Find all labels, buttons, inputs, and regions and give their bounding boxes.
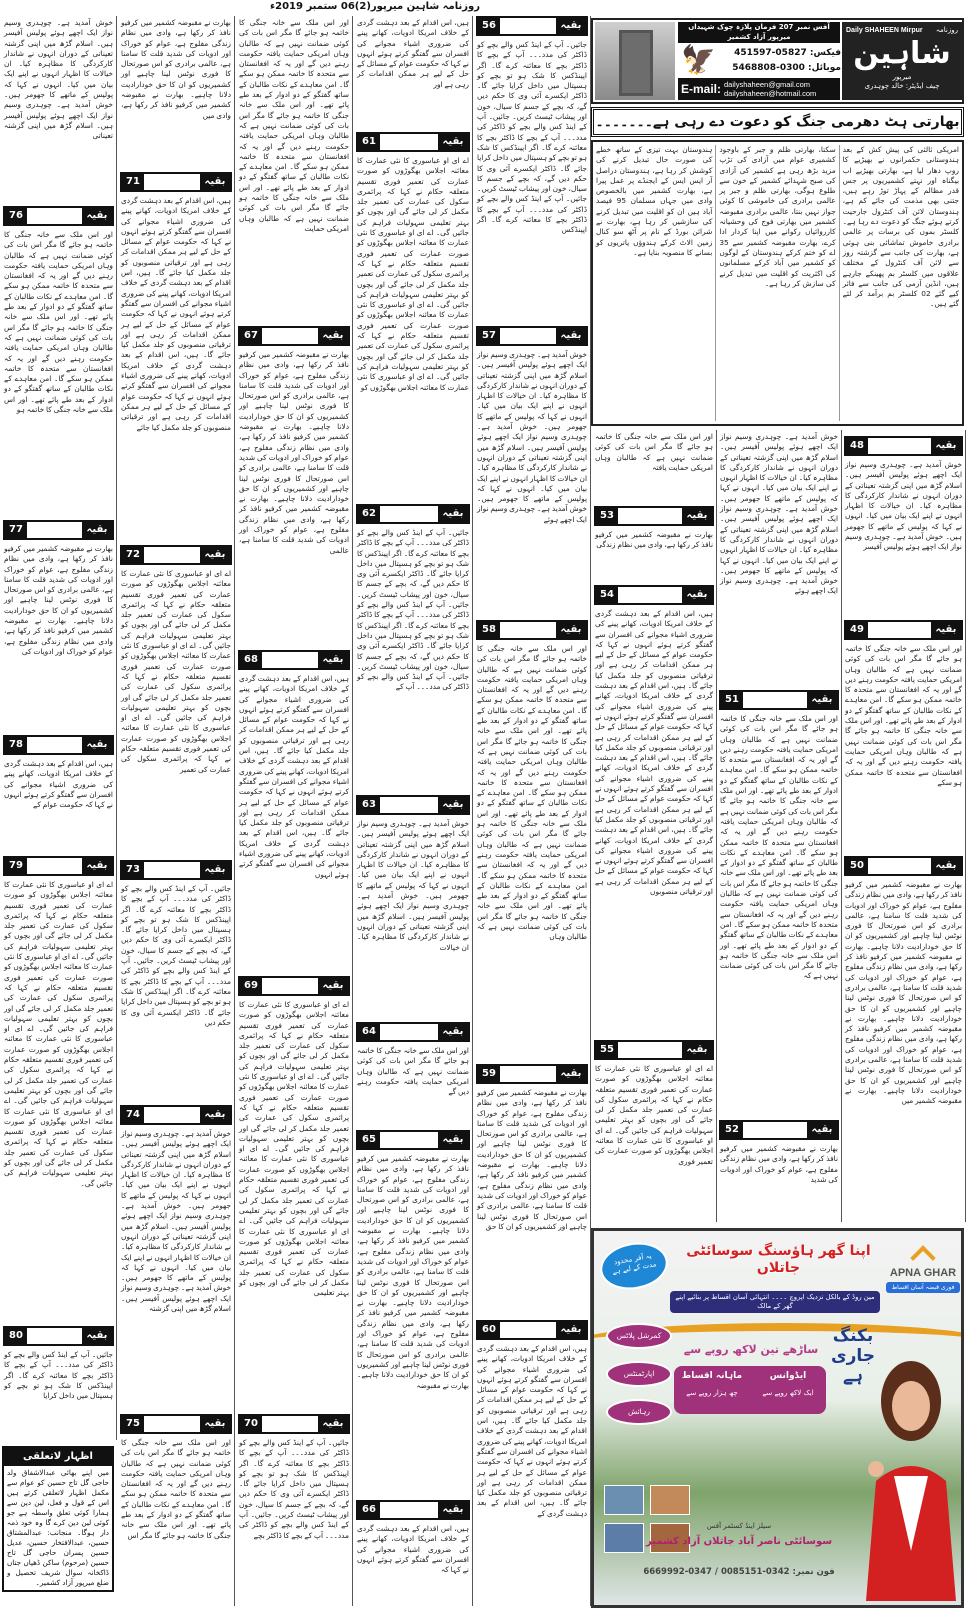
notice-text: میں اپنے بھائی عبدالاشفاق ولد حاجی گل تاج حسین کو عوام سے مکمل اظہار لاتعلقی کرتے ہیں اس کے قول و فعل، لین دین سے ہمارا کوئی تعلق واسطہ ہے جو کوئی لین دین کرے گا وہ خود ذمہ دار ہوگا۔ منجانب: عبدالمشتاق حسین، عبدالافتخار حسین، عدیل حسین پسران حاجی گل تاج حسین (مرحوم) ساکن ڈھیاں جتاں ڈاکخانہ سوال شریف تحصیل و ضلع میرپور آزاد کشمیر۔ [7,1468,109,1587]
installment-label: ماہانہ اقساط [681,1371,743,1381]
continuation-number: 49 [846,622,868,638]
continuation-number: 79 [5,858,27,874]
continuation-marker [238,650,350,670]
continuation-number: 65 [358,1132,380,1148]
payment-plan [674,1366,826,1414]
continuation-number: 58 [478,622,500,638]
column-text: بھارت نے مقبوضہ کشمیر میں کرفیو نافذ کر رکھا ہے، وادی میں نظام زندگی مفلوج ہے، عوام کو خوراک اور ادویات کی شدید قلت کا سامنا ہے، عالمی برادری کو اس صورتحال کا فوری نوٹس لینا چاہیے اور کشمیریوں کو ان کا حق خودارادیت دلانا چاہیے۔ بھارت نے مقبوضہ کشمیر میں کرفیو نافذ کر رکھا ہے، وادی میں نظام زندگی مفلوج ہے، عوام کو خوراک اور ادویات کی شدید قلت کا سامنا ہے، عالمی برادری کو اس صورتحال کا فوری نوٹس لینا چاہیے اور کشمیریوں کو ان کا حق خودارادیت دلانا چاہیے۔ بھارت نے مقبوضہ کشمیر میں کرفیو نافذ کر رکھا ہے، وادی میں نظام زندگی مفلوج ہے، عوام کو خوراک اور ادویات کی شدید قلت کا سامنا ہے، عالمی برادری کو اس صورتحال کا فوری نوٹس لینا چاہیے اور کشمیریوں کو ان کا حق خودارادیت دلانا چاہیے۔ بھارت نے مقبوضہ [357,1154,469,1390]
column-text: جائیں۔ آپ کے اینڈ کس والے بچے کو ڈاکٹر کی مدد۔۔۔ آپ کے بچے کا ڈاکٹر بچے کا معائنہ کرے گا۔ اگر اپینڈکس کا شک ہو تو بچے کو ہسپتال میں داخل کرایا [4,1350,113,1401]
continuation-label: بقیہ [556,1066,586,1082]
apna-ghar-logo [886,1243,960,1293]
ad-subtitle: مین روڈ کے بالکل نزدیک اپروچ ۔۔۔۔ انتہائی آسان اقساط پر بنائیے اپنے گھر کے مالک [670,1291,880,1313]
continuation-marker [3,735,114,755]
column-text: اے ای او عباسوری کا نئی عمارت کا معائنہ اجلاس بھگوڑوں کو صورت عمارت کی تعمیر فوری تقسیم متعلقہ حکام نے کہا کہ پرائمری سکول کی عمارت کی تعمیر جلد مکمل کر لی جائے گی اور بچوں کو بہتر تعلیمی سہولیات فراہم کی جائیں گی۔ اے ای او عباسوری کا نئی عمارت کا معائنہ اجلاس بھگوڑوں کو صورت عمارت کی تعمیر فوری تقسیم متعلقہ حکام نے کہا کہ پرائمری سکول کی عمارت کی تعمیر جلد مکمل کر لی جائے گی اور بچوں کو بہتر تعلیمی سہولیات فراہم کی جائیں گی۔ اے ای او عباسوری کا نئی عمارت کا معائنہ اجلاس بھگوڑوں کو صورت عمارت کی تعمیر فوری تقسیم متعلقہ حکام نے کہا کہ پرائمری سکول کی عمارت کی تعمیر جلد مکمل کر لی جائے گی اور بچوں کو بہتر تعلیمی سہولیات فراہم کی جائیں گی۔ اے ای او عباسوری کا نئی عمارت کا معائنہ اجلاس بھگوڑوں کو [357,156,469,392]
continuation-label: بقیہ [318,652,348,668]
continuation-label: بقیہ [438,1132,468,1148]
continuation-marker [476,1064,588,1084]
continuation-marker [3,520,114,540]
eagle-icon: 🦅 [681,43,716,76]
continuation-number: 69 [240,978,262,994]
category-residential: رہائش [606,1399,672,1425]
society-name: سوسائٹی ناصر آباد جاتلاں آزاد کشمیر [645,1536,833,1547]
notice-title: اظہار لاتعلقی [4,1448,112,1466]
column-rule [116,16,117,1440]
column-text: ہیں، اس اقدام کے بعد دہشت گردی کے خلاف امریکا ادویات، کھانے پینے کی ضروری اشیاء مجوانے کی افسران سے گفتگو کرتے ہوئے انہوں نے کہا کہ حکومت عوام کے مسائل کے حل کے لیے ہر ممکن اقدامات کر رہی ہے اور ترقیاتی منصوبوں کو جلد مکمل کیا جائے گا۔ ہیں، اس اقدام کے بعد دہشت گردی کے خلاف امریکا ادویات، کھانے پینے کی ضروری اشیاء مجوانے کی افسران سے گفتگو کرتے ہوئے انہوں نے کہا کہ حکومت عوام کے مسائل کے حل کے لیے ہر ممکن اقدامات کر رہی ہے اور ترقیاتی منصوبوں کو جلد مکمل کیا جائے گا۔ ہیں، اس اقدام کے بعد دہشت گردی کے خلاف امریکا ادویات، کھانے پینے کی ضروری اشیاء مجوانے کی افسران سے گفتگو کرتے ہوئے انہوں نے کہا کہ حکومت عوام کے مسائل کے حل کے لیے ہر ممکن اقدامات کر رہی ہے اور ترقیاتی منصوبوں کو جلد مکمل کیا جائے [121,196,231,432]
office-address: آفس نمبر 207 فرمان پلازہ چوک شہیداں میرپور آزاد کشمیر [678,22,840,43]
column-text: اے ای او عباسوری کا نئی عمارت کا معائنہ اجلاس بھگوڑوں کو صورت عمارت کی تعمیر فوری تقسیم متعلقہ حکام نے کہا کہ پرائمری سکول کی عمارت کی تعمیر جلد مکمل کر لی جائے گی اور بچوں کو بہتر تعلیمی سہولیات فراہم کی جائیں گی۔ اے ای او عباسوری کا نئی عمارت کا معائنہ اجلاس بھگوڑوں کو صورت عمارت کی تعمیر فوری [595,1064,713,1166]
continuation-marker [476,326,588,346]
continuation-marker [238,326,350,346]
continuation-number: 51 [721,692,743,708]
housing-society-ad[interactable] [591,1228,964,1608]
continuation-number: 72 [122,547,144,563]
limited-offer-badge: یہ آفر محدود مدت کے لیے ہے [597,1237,672,1294]
continuation-marker [594,1040,714,1060]
column-text: بھارت نے مقبوضہ کشمیر میں کرفیو نافذ کر رکھا ہے، وادی میں نظام زندگی مفلوج ہے، عوام کو خوراک اور ادویات کی شدید قلت کا سامنا ہے، عالمی برادری کو اس صورتحال کا فوری نوٹس لینا چاہیے اور کشمیریوں کو ان کا حق خودارادیت دلانا چاہیے۔ بھارت نے مقبوضہ کشمیر میں کرفیو نافذ کر رکھا ہے، وادی میں [121,18,231,120]
continuation-number: 60 [478,1322,500,1338]
installment-value: چھ ہزار روپے سے [686,1389,738,1397]
continuation-label: بقیہ [438,797,468,813]
continuation-number: 53 [596,508,618,524]
continuation-marker [594,585,714,605]
column-text: جائیں۔ آپ کے اینڈ کس والے بچے کو ڈاکٹر کی مدد۔۔۔ آپ کے بچے کا ڈاکٹر بچے کا معائنہ کرے گا۔ اگر اپینڈکس کا شک ہو تو بچے کو ہسپتال میں داخل کرایا جائے گا۔ ڈاکٹر ایکسرے آئی وی کا حکم دیں گے، کہ بچے کے جسم کا سیال، خون اور پیشاب ٹیسٹ کریں۔ جائیں۔ آپ کے اینڈ کس والے بچے کو ڈاکٹر کی مدد۔۔۔ آپ کے بچے کا ڈاکٹر بچے کا معائنہ کرے گا۔ اگر اپینڈکس کا شک ہو تو بچے کو ہسپتال میں داخل کرایا جائے گا۔ ڈاکٹر ایکسرے آئی وی کا حکم دیں گے، کہ بچے کے جسم کا سیال، خون اور پیشاب ٹیسٹ کریں۔ جائیں۔ آپ کے اینڈ کس والے بچے کو ڈاکٹر کی مدد۔۔۔ آپ کے بچے کا ڈاکٹر بچے کا معائنہ کرے گا۔ اگر اپینڈکس [477,40,587,235]
continuation-marker [120,172,232,192]
column-text: بھارت نے مقبوضہ کشمیر میں کرفیو نافذ کر رکھا ہے، وادی میں نظام زندگی [595,530,713,550]
continuation-label: بقیہ [200,1416,230,1432]
continuation-marker [844,620,963,640]
column-text: جائیں۔ آپ کے اینڈ کس والے بچے کو ڈاکٹر کی مدد۔۔۔ آپ کے بچے کا ڈاکٹر بچے کا معائنہ کرے گا۔ اگر اپینڈکس کا شک ہو تو بچے کو ہسپتال میں داخل کرایا جائے گا۔ ڈاکٹر ایکسرے آئی وی کا حکم دیں گے، کہ بچے کے جسم کا سیال، خون اور پیشاب ٹیسٹ کریں۔ جائیں۔ آپ کے اینڈ کس والے بچے کو ڈاکٹر کی مدد۔۔۔ آپ کے بچے کا ڈاکٹر بچے کا معائنہ کرے گا۔ اگر اپینڈکس کا شک ہو تو بچے کو ہسپتال میں داخل کرایا جائے گا۔ ڈاکٹر ایکسرے آئی وی کا حکم دیں [121,884,231,1027]
continuation-label: بقیہ [438,134,468,150]
column-text: اور اس ملک سے خانہ جنگی کا خاتمہ ہو جائے گا مگر اس بات کی کوئی ضمانت نہیں ہے کہ طالبان وہاں امریکی حمایت یافتہ حکومت رہنے دیں گے اور یہ کہ افغانستان سے متحدہ کا خاتمہ ممکن ہو سکے گا۔ امن معاہدے کے نکات طالبان کے ساتھ گفتگو کے دو ادوار کے بعد طے پائے تھے۔ اور اس ملک سے خانہ جنگی کا خاتمہ ہو جائے گا مگر اس بات کی کوئی ضمانت نہیں ہے کہ طالبان وہاں امریکی حمایت یافتہ حکومت رہنے دیں گے اور یہ کہ افغانستان سے متحدہ کا خاتمہ ممکن ہو سکے گا۔ امن معاہدے کے نکات طالبان کے ساتھ گفتگو کے دو ادوار کے بعد طے پائے تھے۔ اور اس ملک سے خانہ جنگی کا خاتمہ ہو جائے گا مگر اس بات کی کوئی ضمانت نہیں ہے کہ طالبان وہاں امریکی حمایت [239,18,349,233]
column-text: اور اس ملک سے خانہ جنگی کا خاتمہ ہو جائے گا مگر اس بات کی کوئی ضمانت نہیں ہے کہ طالبان وہاں امریکی حمایت یافتہ حکومت رہنے دیں گے اور یہ کہ افغانستان سے متحدہ کا خاتمہ ممکن ہو سکے گا۔ امن معاہدے کے نکات طالبان کے ساتھ گفتگو کے دو ادوار کے بعد طے پائے تھے۔ اور اس ملک سے خانہ جنگی کا خاتمہ ہو جائے گا مگر اس بات کی کوئی ضمانت نہیں ہے کہ طالبان وہاں امریکی حمایت یافتہ حکومت رہنے دیں گے اور یہ کہ افغانستان سے متحدہ کا خاتمہ ممکن ہو سکے گا۔ امن معاہدے کے نکات طالبان کے ساتھ گفتگو کے دو ادوار کے بعد طے پائے تھے۔ اور اس ملک سے خانہ جنگی کا خاتمہ ہو [4,230,113,415]
editorial-body [591,140,964,426]
continuation-marker [3,856,114,876]
continuation-number: 57 [478,328,500,344]
editorial-column: امریکی ثالثی کی پیش کش کے بعد ہندوستانی حکمرانوں نے بھیڑیے کا روپ دھار لیا ہے، بھارتی بھیڑیے اب بیگناہ اور نہتے کشمیریوں پر جس قدر مظالم کے پہاڑ توڑ رہے ہیں، جتنی بھی مذمت کی جائے کم ہے، ہندوستان لائن آف کنٹرول جارحیت کرتے ہوئے جنگ کو دعوت دے رہا ہے۔ کلسٹر بموں کی برسات پر عالمی برادری خاموش تماشائی بنی ہوئی ہے، بھارت کی جانب سے گزشتہ روز سے لائن آف کنٹرول کے مختلف علاقوں میں کلسٹر بم پھینکے جارہے ہیں، انڈین آرمی کی جانب سے فائر کیے گئے 02 کلسٹر بم برآمد کر لئے گئے ہیں۔ [839,145,962,421]
continuation-label: بقیہ [556,328,586,344]
continuation-marker [120,1414,232,1434]
column-text: خوش آمدید ہے۔ چوہدری وسیم نواز ایک اچھے ہوئے پولیس آفیسر ہیں۔ اسلام گڑھ میں اپنی گزشتہ تعیناتی کے دوران انہوں نے شاندار کارکردگی کا مظاہرہ کیا۔ ان خیالات کا اظہار انہوں نے اپنے ایک بیان میں کیا۔ انہوں نے کہا کہ پولیس کے ماتھے کا جھومر ہیں۔ خوش آمدید ہے۔ چوہدری وسیم نواز ایک اچھے ہوئے پولیس آفیسر [845,460,962,552]
column-text: ہیں، اس اقدام کے بعد دہشت گردی کے خلاف امریکا ادویات، کھانے پینے کی ضروری اشیاء مجوانے کی افسران سے گفتگو کرتے ہوئے انہوں نے کہا کہ حکومت عوام کے مسائل کے حل کے لیے ہر ممکن اقدامات کر رہی ہے اور [357,18,469,89]
logo-english-name: Daily SHAHEEN Mirpur [846,26,923,34]
column-text: اے ای او عباسوری کا نئی عمارت کا معائنہ اجلاس بھگوڑوں کو صورت عمارت کی تعمیر فوری تقسیم متعلقہ حکام نے کہا کہ پرائمری سکول کی عمارت کی تعمیر جلد مکمل کر لی جائے گی اور بچوں کو بہتر تعلیمی سہولیات فراہم کی جائیں گی۔ اے ای او عباسوری کا نئی عمارت کا معائنہ اجلاس بھگوڑوں کو صورت عمارت کی تعمیر فوری تقسیم متعلقہ حکام نے کہا کہ پرائمری سکول کی عمارت کی تعمیر جلد مکمل کر لی جائے گی اور بچوں کو بہتر تعلیمی سہولیات فراہم کی جائیں گی۔ اے ای او عباسوری کا نئی عمارت کا معائنہ اجلاس بھگوڑوں کو صورت عمارت کی تعمیر فوری تقسیم متعلقہ حکام نے کہا کہ پرائمری سکول کی عمارت کی تعمیر جلد مکمل کر لی جائے گی اور بچوں کو بہتر تعلیمی سہولیات فراہم کی جائیں گی۔ اے ای او عباسوری کا نئی عمارت کا معائنہ اجلاس بھگوڑوں کو صورت عمارت کی تعمیر فوری تقسیم متعلقہ حکام نے کہا کہ پرائمری سکول کی عمارت کی تعمیر جلد مکمل کر لی جائے گی اور بچوں کو بہتر تعلیمی [239,1000,349,1298]
project-photo [650,1485,690,1515]
continuation-label: بقیہ [200,547,230,563]
continuation-label: بقیہ [682,508,712,524]
ad-phone-numbers[interactable]: فون نمبر: 0342-0085151 / 0347-6669992 [643,1567,835,1577]
continuation-number: 68 [240,652,262,668]
chief-editor: چیف ایڈیٹر: خالد چوہدری [864,82,940,90]
continuation-marker [120,1105,232,1125]
continuation-marker [120,860,232,880]
brand-name: APNA GHAR [889,1267,957,1279]
continuation-number: 63 [358,797,380,813]
continuation-number: 62 [358,506,380,522]
masthead [591,18,964,104]
clock-tower-image [619,30,653,96]
continuation-label: بقیہ [82,522,112,538]
continuation-number: 54 [596,587,618,603]
continuation-label: بقیہ [807,1122,837,1138]
mobile-number: موبائل: 0300-5468808 [732,63,841,73]
continuation-number: 50 [846,858,868,874]
continuation-number: 64 [358,1024,380,1040]
column-text: اور اس ملک سے خانہ جنگی کا خاتمہ ہو جائے گا مگر اس بات کی کوئی ضمانت نہیں ہے کہ طالبان وہاں امریکی حمایت یافتہ حکومت رہنے دیں گے اور یہ کہ افغانستان سے متحدہ کا خاتمہ ممکن ہو سکے گا۔ امن معاہدے کے نکات طالبان کے ساتھ گفتگو کے دو ادوار کے بعد طے پائے تھے۔ اور اس ملک سے خانہ جنگی کا خاتمہ ہو جائے گا مگر اس [121,1438,231,1540]
column-text: اور اس ملک سے خانہ جنگی کا خاتمہ ہو جائے گا مگر اس بات کی کوئی ضمانت نہیں ہے کہ طالبان وہاں امریکی حمایت یافتہ حکومت رہنے دیں گے اور یہ کہ افغانستان سے متحدہ کا خاتمہ ممکن ہو سکے گا۔ امن معاہدے کے نکات طالبان کے ساتھ گفتگو کے دو ادوار کے بعد طے پائے تھے۔ اور اس ملک سے خانہ جنگی کا خاتمہ ہو جائے گا مگر اس بات کی کوئی ضمانت نہیں ہے کہ طالبان وہاں امریکی حمایت یافتہ حکومت رہنے دیں گے اور یہ کہ افغانستان سے متحدہ کا خاتمہ ممکن ہو سکے گا۔ امن معاہدے کے نکات طالبان کے ساتھ گفتگو کے دو ادوار کے بعد طے پائے تھے۔ اور اس ملک سے خانہ جنگی کا خاتمہ ہو جائے گا مگر اس بات کی کوئی ضمانت نہیں ہے کہ طالبان وہاں امریکی حمایت یافتہ حکومت رہنے دیں گے اور یہ کہ افغانستان سے متحدہ کا خاتمہ ممکن ہو سکے گا۔ امن معاہدے کے نکات طالبان کے ساتھ گفتگو کے دو ادوار کے بعد طے پائے تھے۔ اور اس ملک سے خانہ جنگی کا خاتمہ ہو جائے گا مگر اس بات کی کوئی ضمانت نہیں ہے کہ طالبان وہاں [477,644,587,942]
continuation-number: 48 [846,438,868,454]
column-text: بھارت نے مقبوضہ کشمیر میں کرفیو نافذ کر رکھا ہے، وادی میں نظام زندگی مفلوج ہے، عوام کو خوراک اور ادویات کی شدید قلت کا سامنا ہے، عالمی برادری کو اس صورتحال کا فوری نوٹس لینا چاہیے اور کشمیریوں کو ان کا حق خودارادیت دلانا چاہیے۔ بھارت نے مقبوضہ کشمیر میں کرفیو نافذ کر رکھا ہے، وادی میں نظام زندگی مفلوج ہے، عوام کو خوراک اور ادویات کی شدید قلت کا سامنا ہے، عالمی برادری کو اس صورتحال کا فوری نوٹس لینا چاہیے اور کشمیریوں کو ان کا حق خودارادیت دلانا چاہیے۔ بھارت نے مقبوضہ کشمیر میں کرفیو نافذ کر رکھا ہے، وادی میں نظام زندگی مفلوج ہے، عوام کو خوراک اور ادویات کی شدید قلت کا سامنا ہے، عالمی [239,350,349,555]
continuation-marker [476,16,588,36]
continuation-number: 71 [122,174,144,190]
continuation-label: بقیہ [82,737,112,753]
continuation-marker [844,436,963,456]
column-text: اے ای او عباسوری کا نئی عمارت کا معائنہ اجلاس بھگوڑوں کو صورت عمارت کی تعمیر فوری تقسیم متعلقہ حکام نے کہا کہ پرائمری سکول کی عمارت کی تعمیر جلد مکمل کر لی جائے گی اور بچوں کو بہتر تعلیمی سہولیات فراہم کی جائیں گی۔ اے ای او عباسوری کا نئی عمارت کا معائنہ اجلاس بھگوڑوں کو صورت عمارت کی تعمیر فوری تقسیم متعلقہ حکام نے کہا کہ پرائمری سکول کی عمارت کی تعمیر جلد مکمل کر لی جائے گی اور بچوں کو بہتر تعلیمی سہولیات فراہم کی جائیں گی۔ اے ای او عباسوری کا نئی عمارت کا معائنہ اجلاس بھگوڑوں کو صورت عمارت کی تعمیر فوری تقسیم متعلقہ حکام نے کہا کہ پرائمری سکول کی عمارت کی تعمیر [121,569,231,774]
email-hotmail[interactable]: dailyshaheen@hotmail.com [724,89,817,98]
column-text: جائیں۔ آپ کے اینڈ کس والے بچے کو ڈاکٹر کی مدد۔۔۔ آپ کے بچے کا ڈاکٹر بچے کا معائنہ کرے گا۔ اگر اپینڈکس کا شک ہو تو بچے کو ہسپتال میں داخل کرایا جائے گا۔ ڈاکٹر ایکسرے آئی وی کا حکم دیں گے، کہ بچے کے جسم کا سیال، خون اور پیشاب ٹیسٹ کریں۔ جائیں۔ آپ کے اینڈ کس والے بچے کو ڈاکٹر کی مدد۔۔۔ آپ کے بچے کا ڈاکٹر بچے [239,1438,349,1540]
continuation-marker [238,1414,350,1434]
editorial-column: سکتا، بھارتی ظلم و جبر کے باوجود کشمیری عوام میں آزادی کی تڑپ مزید بڑھ رہی ہے کشمیر کی آزادی کی صبح شہدائے کشمیر کے خون سے طلوع ہوگی، بھارتی ظلم و جبر پر عالمی برادری کی خاموشی کا کوئی جواز نہیں بنتا، عالمی برادری مقبوضہ کشمیر میں بھارتی فوج کی وحشیانہ کارروائیاں رکوانے میں اپنا کردار ادا کرے، بھارت مقبوضہ کشمیر سے 35 اے کو ختم کرکے ہندوستان کے لوگوں کو کشمیر میں آباد کرکے مسلمانوں کی اکثریت کو اقلیت میں تبدیل کرنے کی سازش کر رہا ہے۔ [715,145,838,421]
continuation-label: بقیہ [318,1416,348,1432]
column-text: خوش آمدید ہے۔ چوہدری وسیم نواز ایک اچھے ہوئے پولیس آفیسر ہیں۔ اسلام گڑھ میں اپنی گزشتہ تعیناتی کے دوران انہوں نے شاندار کارکردگی کا مظاہرہ کیا۔ ان خیالات کا اظہار انہوں نے اپنے ایک بیان میں کیا۔ انہوں نے کہا کہ پولیس کے ماتھے کا جھومر ہیں۔ خوش آمدید ہے۔ چوہدری وسیم نواز ایک اچھے ہوئے پولیس آفیسر ہیں۔ اسلام گڑھ میں اپنی گزشتہ تعیناتی [4,18,113,141]
continuation-label: بقیہ [200,1107,230,1123]
continuation-label: بقیہ [438,1024,468,1040]
newspaper-logo [842,22,962,100]
installment-plan [674,1366,750,1414]
continuation-marker [3,1326,114,1346]
column-text: ہیں، اس اقدام کے بعد دہشت گردی کے خلاف امریکا ادویات، کھانے پینے کی ضروری اشیاء مجوانے کی افسران سے گفتگو کرتے ہوئے انہوں نے کہا کہ حکومت عوام کے مسائل کے حل کے لیے ہر ممکن اقدامات کر رہی ہے اور ترقیاتی منصوبوں کو جلد مکمل کیا جائے گا۔ ہیں، اس اقدام کے بعد دہشت گردی کے خلاف امریکا ادویات، کھانے پینے کی ضروری اشیاء مجوانے کی افسران سے گفتگو کرتے ہوئے انہوں نے کہا کہ حکومت عوام کے مسائل کے حل کے لیے ہر ممکن اقدامات کر رہی ہے اور ترقیاتی منصوبوں کو جلد مکمل کیا جائے گا۔ ہیں، اس اقدام کے بعد دہشت گردی کے [477,1344,587,1518]
continuation-label: بقیہ [931,438,961,454]
column-text: ہیں، اس اقدام کے بعد دہشت گردی کے خلاف امریکا ادویات، کھانے پینے کی ضروری اشیاء مجوانے کی افسران سے گفتگو کرتے ہوئے انہوں نے کہا کہ حکومت عوام کے مسائل کے حل کے لیے ہر ممکن اقدامات کر رہی ہے اور ترقیاتی منصوبوں کو جلد مکمل کیا جائے گا۔ ہیں، اس اقدام کے بعد دہشت گردی کے خلاف امریکا ادویات، کھانے پینے کی ضروری اشیاء مجوانے کی افسران سے گفتگو کرتے ہوئے انہوں نے کہا کہ حکومت عوام کے مسائل کے حل کے لیے ہر ممکن اقدامات کر رہی ہے اور ترقیاتی منصوبوں کو جلد مکمل کیا جائے گا۔ ہیں، اس اقدام کے بعد دہشت گردی کے خلاف امریکا ادویات، کھانے پینے کی ضروری اشیاء مجوانے کی افسران سے گفتگو کرتے ہوئے انہوں [239,674,349,879]
project-photo [604,1485,644,1515]
category-commercial: کمرشل پلاٹس [606,1323,672,1349]
logo-prefix: روزنامہ [935,25,958,34]
continuation-number: 73 [122,862,144,878]
continuation-label: بقیہ [556,1322,586,1338]
continuation-label: بقیہ [931,858,961,874]
continuation-number: 78 [5,737,27,753]
column-rule [234,16,235,1606]
continuation-number: 52 [721,1122,743,1138]
sales-office-label: سیلز اینڈ کسٹمر آفس [706,1522,772,1530]
continuation-marker [476,1320,588,1340]
logo-city: میرپور [892,73,912,81]
brand-tagline: فوری قبضہ آسان اقساط [886,1282,960,1293]
continuation-marker [356,1130,470,1150]
column-text: خوش آمدید ہے۔ چوہدری وسیم نواز ایک اچھے ہوئے پولیس آفیسر ہیں۔ اسلام گڑھ میں اپنی گزشتہ تعیناتی کے دوران انہوں نے شاندار کارکردگی کا مظاہرہ کیا۔ ان خیالات کا اظہار انہوں نے اپنے ایک بیان میں کیا۔ انہوں نے کہا کہ پولیس کے ماتھے کا جھومر ہیں۔ خوش آمدید ہے۔ چوہدری وسیم نواز ایک اچھے ہوئے پولیس آفیسر ہیں۔ اسلام گڑھ میں اپنی گزشتہ تعیناتی کے دوران انہوں نے شاندار کارکردگی کا مظاہرہ کیا۔ ان خیالات کا اظہار انہوں نے اپنے ایک بیان میں کیا۔ انہوں نے کہا کہ پولیس کے ماتھے کا جھومر ہیں۔ خوش آمدید ہے۔ چوہدری وسیم نواز ایک اچھے ہوئے [720,432,838,596]
page-dateline: روزنامہ شاہین میرپور(2)06 ستمبر 2019ء [270,1,480,12]
disclaimer-notice [2,1446,114,1592]
continuation-number: 59 [478,1066,500,1082]
column-text: بھارت نے مقبوضہ کشمیر میں کرفیو نافذ کر رکھا ہے، وادی میں نظام زندگی مفلوج ہے، عوام کو خوراک اور ادویات کی شدید قلت کا سامنا ہے، عالمی برادری کو اس صورتحال کا فوری نوٹس لینا چاہیے اور کشمیریوں کو ان کا حق خودارادیت دلانا چاہیے۔ بھارت نے مقبوضہ کشمیر میں کرفیو نافذ کر رکھا ہے، وادی میں نظام زندگی مفلوج ہے، عوام کو خوراک اور ادویات کی [4,544,113,656]
model-image [856,1351,956,1601]
column-text: ہیں، اس اقدام کے بعد دہشت گردی کے خلاف امریکا ادویات، کھانے پینے کی ضروری اشیاء مجوانے کی افسران سے گفتگو کرتے ہوئے انہوں نے کہا کہ [357,1524,469,1575]
continuation-label: بقیہ [931,622,961,638]
category-apartments: اپارٹمنٹس [606,1361,672,1387]
column-rule [352,16,353,1606]
continuation-number: 74 [122,1107,144,1123]
continuation-marker [356,504,470,524]
continuation-number: 77 [5,522,27,538]
continuation-label: بقیہ [682,1042,712,1058]
continuation-label: بقیہ [200,174,230,190]
continuation-label: بقیہ [438,1502,468,1518]
continuation-number: 67 [240,328,262,344]
email-label: E-mail: [681,82,722,96]
advance-plan [750,1366,826,1414]
continuation-marker [844,856,963,876]
continuation-label: بقیہ [807,692,837,708]
continuation-label: بقیہ [556,18,586,34]
editorial-column: ہندوستان بہت تیزی کے ساتھ خطے کی صورت حال تبدیل کرنے کی کوشش کر رہا ہے، ہندوستان دراصل آر ایس ایس کے ایجنڈے پر عمل پیرا ہے، بھارت کشمیر میں بالخصوص وادی میں جہاں مسلمان 95 فیصد آباد ہیں ان کو اقلیت میں تبدیل کرنے کی سازشیں کر رہا ہے، بھارت نے شرائن بورڈ کے نام پر آٹھ سو کنال زمین الاٹ کرکے ہندوؤں یاتریوں کو بسانے کا منصوبہ بنایا ہے۔ [596,145,713,257]
continuation-label: بقیہ [318,328,348,344]
email-box [678,78,840,100]
continuation-number: 55 [596,1042,618,1058]
column-text: خوش آمدید ہے۔ چوہدری وسیم نواز ایک اچھے ہوئے پولیس آفیسر ہیں۔ اسلام گڑھ میں اپنی گزشتہ تعیناتی کے دوران انہوں نے شاندار کارکردگی کا مظاہرہ کیا۔ ان خیالات کا اظہار انہوں نے اپنے ایک بیان میں کیا۔ انہوں نے کہا کہ پولیس کے ماتھے کا جھومر ہیں۔ خوش آمدید ہے۔ چوہدری وسیم نواز ایک اچھے ہوئے پولیس آفیسر ہیں۔ اسلام گڑھ میں اپنی گزشتہ تعیناتی کے دوران انہوں نے شاندار کارکردگی کا مظاہرہ کیا۔ ان خیالات [357,819,469,952]
email-gmail[interactable]: dailyshaheen@gmail.com [724,80,811,89]
column-text: جائیں۔ آپ کے اینڈ کس والے بچے کو ڈاکٹر کی مدد۔۔۔ آپ کے بچے کا ڈاکٹر بچے کا معائنہ کرے گا۔ اگر اپینڈکس کا شک ہو تو بچے کو ہسپتال میں داخل کرایا جائے گا۔ ڈاکٹر ایکسرے آئی وی کا حکم دیں گے، کہ بچے کے جسم کا سیال، خون اور پیشاب ٹیسٹ کریں۔ جائیں۔ آپ کے اینڈ کس والے بچے کو ڈاکٹر کی مدد۔۔۔ آپ کے بچے کا ڈاکٹر بچے کا معائنہ کرے گا۔ اگر اپینڈکس کا شک ہو تو بچے کو ہسپتال میں داخل کرایا جائے گا۔ ڈاکٹر ایکسرے آئی وی کا حکم دیں گے، کہ بچے کے جسم کا سیال، خون اور پیشاب ٹیسٹ کریں۔ جائیں۔ آپ کے اینڈ کس والے بچے کو ڈاکٹر کی مدد۔۔۔ آپ کے [357,528,469,692]
column-text: خوش آمدید ہے۔ چوہدری وسیم نواز ایک اچھے ہوئے پولیس آفیسر ہیں۔ اسلام گڑھ میں اپنی گزشتہ تعیناتی کے دوران انہوں نے شاندار کارکردگی کا مظاہرہ کیا۔ ان خیالات کا اظہار انہوں نے اپنے ایک بیان میں کیا۔ انہوں نے کہا کہ پولیس کے ماتھے کا جھومر ہیں۔ خوش آمدید ہے۔ چوہدری وسیم نواز ایک اچھے ہوئے پولیس آفیسر ہیں۔ اسلام گڑھ میں اپنی گزشتہ تعیناتی کے دوران انہوں نے شاندار کارکردگی کا مظاہرہ کیا۔ ان خیالات کا اظہار انہوں نے اپنے ایک بیان میں کیا۔ انہوں نے کہا کہ پولیس کے ماتھے کا جھومر ہیں۔ خوش آمدید ہے۔ چوہدری وسیم نواز ایک اچھے ہوئے [477,350,587,524]
continuation-marker [120,545,232,565]
continuation-marker [476,620,588,640]
continuation-marker [356,1022,470,1042]
continuation-label: بقیہ [556,622,586,638]
column-text: خوش آمدید ہے۔ چوہدری وسیم نواز ایک اچھے ہوئے پولیس آفیسر ہیں۔ اسلام گڑھ میں اپنی گزشتہ تعیناتی کے دوران انہوں نے شاندار کارکردگی کا مظاہرہ کیا۔ ان خیالات کا اظہار انہوں نے اپنے ایک بیان میں کیا۔ انہوں نے کہا کہ پولیس کے ماتھے کا جھومر ہیں۔ خوش آمدید ہے۔ چوہدری وسیم نواز ایک اچھے ہوئے پولیس آفیسر ہیں۔ اسلام گڑھ میں اپنی گزشتہ تعیناتی کے دوران انہوں نے شاندار کارکردگی کا مظاہرہ کیا۔ ان خیالات کا اظہار انہوں نے اپنے ایک بیان میں کیا۔ انہوں نے کہا کہ پولیس کے ماتھے کا جھومر ہیں۔ خوش آمدید ہے۔ چوہدری وسیم نواز ایک اچھے ہوئے پولیس آفیسر ہیں۔ اسلام گڑھ میں اپنی گزشتہ [121,1129,231,1314]
continuation-number: 80 [5,1328,27,1344]
continuation-label: بقیہ [438,506,468,522]
continuation-marker [3,206,114,226]
column-text: بھارت نے مقبوضہ کشمیر میں کرفیو نافذ کر رکھا ہے، وادی میں نظام زندگی مفلوج ہے، عوام کو خوراک اور ادویات کی شدید قلت کا سامنا ہے، عالمی برادری کو اس صورتحال کا فوری نوٹس لینا چاہیے اور کشمیریوں کو ان کا حق خودارادیت دلانا چاہیے۔ بھارت نے مقبوضہ کشمیر میں کرفیو نافذ کر رکھا ہے، وادی میں نظام زندگی مفلوج ہے، عوام کو خوراک اور ادویات کی شدید قلت کا سامنا ہے، عالمی برادری کو اس صورتحال کا فوری نوٹس لینا چاہیے اور کشمیریوں کو ان کا حق خودارادیت دلانا چاہیے۔ بھارت نے مقبوضہ کشمیر میں کرفیو نافذ کر رکھا ہے، وادی میں نظام زندگی مفلوج ہے، عوام کو خوراک اور ادویات کی شدید قلت کا سامنا ہے، عالمی برادری کو اس صورتحال کا فوری نوٹس لینا چاہیے اور کشمیریوں کو ان کا حق خودارادیت دلانا چاہیے۔ بھارت نے مقبوضہ کشمیر میں [845,880,962,1106]
booking-open: بکنگ جاری ہے [830,1326,875,1386]
advance-value: ایک لاکھ روپے سے [762,1389,814,1397]
continuation-number: 56 [478,18,500,34]
column-text: اور اس ملک سے خانہ جنگی کا خاتمہ ہو جائے گا مگر اس بات کی کوئی ضمانت نہیں ہے کہ طالبان وہاں امریکی حمایت یافتہ حکومت رہنے دیں گے [357,1046,469,1097]
fax-number: فیکس: 05827-451597 [734,48,841,58]
continuation-label: بقیہ [82,208,112,224]
advance-label: ایڈوانس [769,1371,807,1381]
column-text: ہیں، اس اقدام کے بعد دہشت گردی کے خلاف امریکا ادویات، کھانے پینے کی ضروری اشیاء مجوانے کی افسران سے گفتگو کرتے ہوئے انہوں نے کہا کہ حکومت عوام کے [4,759,113,810]
column-text: اور اس ملک سے خانہ جنگی کا خاتمہ ہو جائے گا مگر اس بات کی کوئی ضمانت نہیں ہے کہ طالبان وہاں امریکی حمایت یافتہ [595,432,713,472]
column-text: بھارت نے مقبوضہ کشمیر میں کرفیو نافذ کر رکھا ہے، وادی میں نظام زندگی مفلوج ہے، عوام کو خوراک اور ادویات کی شدید [720,1144,838,1184]
column-text: بھارت نے مقبوضہ کشمیر میں کرفیو نافذ کر رکھا ہے، وادی میں نظام زندگی مفلوج ہے، عوام کو خوراک اور ادویات کی شدید قلت کا سامنا ہے، عالمی برادری کو اس صورتحال کا فوری نوٹس لینا چاہیے اور کشمیریوں کو ان کا حق خودارادیت دلانا چاہیے۔ بھارت نے مقبوضہ کشمیر میں کرفیو نافذ کر رکھا ہے، وادی میں نظام زندگی مفلوج ہے، عوام کو خوراک اور ادویات کی شدید قلت کا سامنا ہے، عالمی برادری کو اس صورتحال کا فوری نوٹس لینا چاہیے اور کشمیریوں کو ان کا حق [477,1088,587,1231]
continuation-marker [356,1500,470,1520]
column-text: اے ای او عباسوری کا نئی عمارت کا معائنہ اجلاس بھگوڑوں کو صورت عمارت کی تعمیر فوری تقسیم متعلقہ حکام نے کہا کہ پرائمری سکول کی عمارت کی تعمیر جلد مکمل کر لی جائے گی اور بچوں کو بہتر تعلیمی سہولیات فراہم کی جائیں گی۔ اے ای او عباسوری کا نئی عمارت کا معائنہ اجلاس بھگوڑوں کو صورت عمارت کی تعمیر فوری تقسیم متعلقہ حکام نے کہا کہ پرائمری سکول کی عمارت کی تعمیر جلد مکمل کر لی جائے گی اور بچوں کو بہتر تعلیمی سہولیات فراہم کی جائیں گی۔ اے ای او عباسوری کا نئی عمارت کا معائنہ اجلاس بھگوڑوں کو صورت عمارت کی تعمیر فوری تقسیم متعلقہ حکام نے کہا کہ پرائمری سکول کی عمارت کی تعمیر جلد مکمل کر لی جائے گی اور بچوں کو بہتر تعلیمی سہولیات فراہم کی جائیں گی۔ اے ای او عباسوری کا نئی عمارت کا معائنہ اجلاس بھگوڑوں کو صورت عمارت کی تعمیر فوری تقسیم متعلقہ حکام نے کہا کہ پرائمری سکول کی عمارت کی تعمیر جلد مکمل کر لی جائے گی اور بچوں کو بہتر تعلیمی سہولیات فراہم کی جائیں گی۔ [4,880,113,1188]
editorial-headline: بھارتی ہٹ دھرمی جنگ کو دعوت دے رہی ہے۔۔۔۔۔۔۔ [591,107,964,137]
logo-title: شاہین [853,36,951,71]
continuation-marker [356,132,470,152]
ad-price: ساڑھے تین لاکھ روپے سے [683,1343,819,1356]
continuation-marker [594,506,714,526]
column-rule [472,16,473,1606]
masthead-photo [595,22,675,100]
column-text: اور اس ملک سے خانہ جنگی کا خاتمہ ہو جائے گا مگر اس بات کی کوئی ضمانت نہیں ہے کہ طالبان وہاں امریکی حمایت یافتہ حکومت رہنے دیں گے اور یہ کہ افغانستان سے متحدہ کا خاتمہ ممکن ہو سکے گا۔ امن معاہدے کے نکات طالبان کے ساتھ گفتگو کے دو ادوار کے بعد طے پائے تھے۔ اور اس ملک سے خانہ جنگی کا خاتمہ ہو جائے گا مگر اس بات کی کوئی ضمانت نہیں ہے کہ طالبان وہاں امریکی حمایت یافتہ حکومت رہنے دیں گے اور یہ کہ افغانستان سے متحدہ کا خاتمہ ممکن ہو سکے گا۔ امن معاہدے کے نکات طالبان کے ساتھ گفتگو کے دو ادوار کے بعد طے پائے تھے۔ اور اس ملک سے خانہ جنگی کا خاتمہ ہو جائے گا مگر اس بات کی کوئی ضمانت نہیں ہے کہ طالبان وہاں امریکی حمایت یافتہ حکومت رہنے دیں گے اور یہ کہ افغانستان سے متحدہ کا خاتمہ ممکن ہو سکے گا۔ امن معاہدے کے نکات طالبان کے ساتھ گفتگو کے دو ادوار کے بعد طے پائے تھے۔ اور اس ملک سے خانہ جنگی کا خاتمہ ہو جائے گا مگر اس بات کی کوئی ضمانت نہیں ہے کہ [720,714,838,981]
continuation-number: 61 [358,134,380,150]
continuation-number: 76 [5,208,27,224]
continuation-number: 66 [358,1502,380,1518]
continuation-label: بقیہ [682,587,712,603]
continuation-label: بقیہ [82,858,112,874]
continuation-marker [719,690,839,710]
continuation-marker [356,795,470,815]
column-text: ہیں، اس اقدام کے بعد دہشت گردی کے خلاف امریکا ادویات، کھانے پینے کی ضروری اشیاء مجوانے کی افسران سے گفتگو کرتے ہوئے انہوں نے کہا کہ حکومت عوام کے مسائل کے حل کے لیے ہر ممکن اقدامات کر رہی ہے اور ترقیاتی منصوبوں کو جلد مکمل کیا جائے گا۔ ہیں، اس اقدام کے بعد دہشت گردی کے خلاف امریکا ادویات، کھانے پینے کی ضروری اشیاء مجوانے کی افسران سے گفتگو کرتے ہوئے انہوں نے کہا کہ حکومت عوام کے مسائل کے حل کے لیے ہر ممکن اقدامات کر رہی ہے اور ترقیاتی منصوبوں کو جلد مکمل کیا جائے گا۔ ہیں، اس اقدام کے بعد دہشت گردی کے خلاف امریکا ادویات، کھانے پینے کی ضروری اشیاء مجوانے کی افسران سے گفتگو کرتے ہوئے انہوں نے کہا کہ حکومت عوام کے مسائل کے حل کے لیے ہر ممکن اقدامات کر رہی ہے اور ترقیاتی منصوبوں کو جلد مکمل کیا جائے گا۔ ہیں، اس اقدام کے بعد دہشت گردی کے خلاف امریکا ادویات، کھانے پینے کی ضروری اشیاء مجوانے کی افسران سے گفتگو کرتے ہوئے انہوں نے کہا کہ حکومت عوام کے مسائل کے حل کے لیے ہر ممکن اقدامات کر رہی ہے اور ترقیاتی منصوبوں [595,609,713,897]
ad-title: اپنا گھر ہاؤسنگ سوسائٹی جاتلاں [686,1243,871,1276]
continuation-number: 70 [240,1416,262,1432]
continuation-label: بقیہ [200,862,230,878]
continuation-label: بقیہ [318,978,348,994]
continuation-label: بقیہ [82,1328,112,1344]
continuation-number: 75 [122,1416,144,1432]
continuation-marker [719,1120,839,1140]
column-text: اور اس ملک سے خانہ جنگی کا خاتمہ ہو جائے گا مگر اس بات کی کوئی ضمانت نہیں ہے کہ طالبان وہاں امریکی حمایت یافتہ حکومت رہنے دیں گے اور یہ کہ افغانستان سے متحدہ کا خاتمہ ممکن ہو سکے گا۔ امن معاہدے کے نکات طالبان کے ساتھ گفتگو کے دو ادوار کے بعد طے پائے تھے۔ اور اس ملک سے خانہ جنگی کا خاتمہ ہو جائے گا مگر اس بات کی کوئی ضمانت نہیں ہے کہ طالبان وہاں امریکی حمایت یافتہ حکومت رہنے دیں گے اور یہ کہ افغانستان سے متحدہ کا خاتمہ ممکن ہو سکے [845,644,962,787]
continuation-marker [238,976,350,996]
